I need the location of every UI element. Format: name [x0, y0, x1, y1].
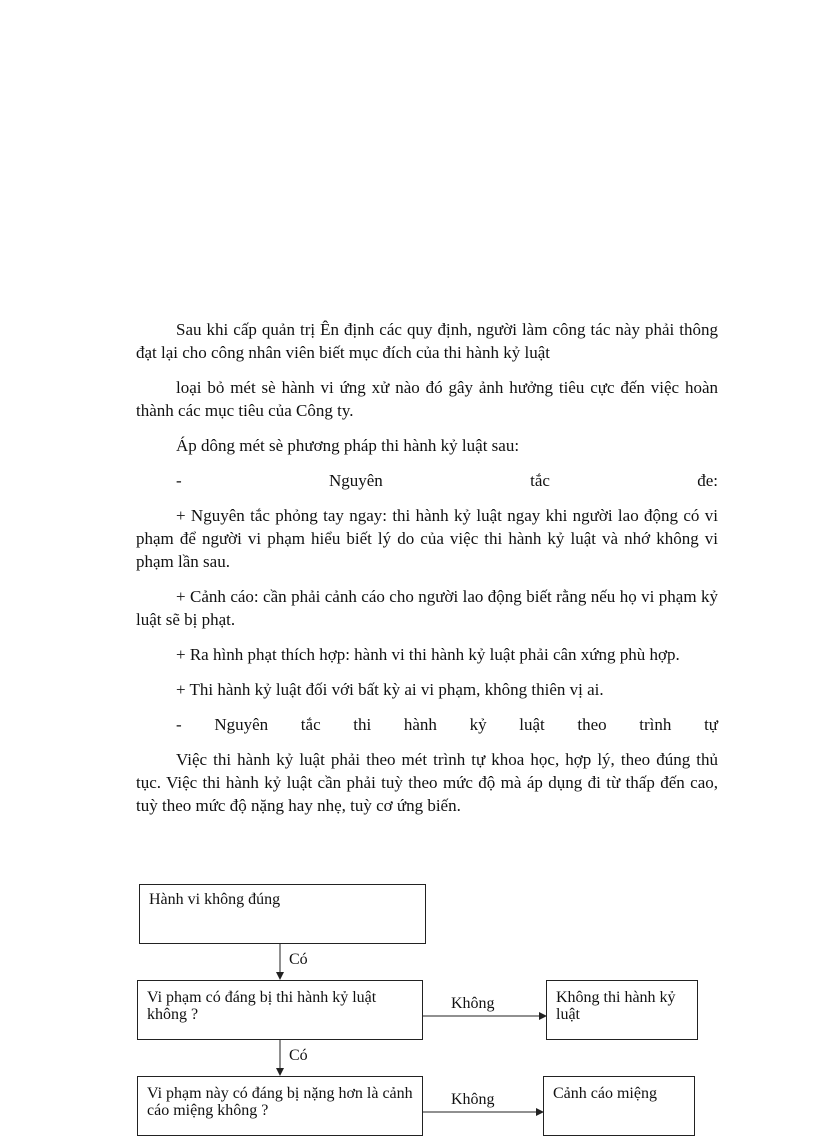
flowchart-box-result-2 [543, 1076, 695, 1136]
paragraph-appropriate-penalty: + Ra hình phạt thích hợp: hành vi thi hành kỷ luật phải cân xứng phù hợp. [176, 645, 680, 664]
flowchart-label-no-2: Không [451, 1091, 495, 1108]
flowchart-box-result-1 [546, 980, 698, 1040]
flowchart-label-yes-2: Có [289, 1047, 308, 1064]
paragraph-principle-heading: - Nguyên tắc đe: [176, 471, 718, 490]
paragraph-impartial: + Thi hành kỷ luật đối với bất kỳ ai vi phạm, không thiên vị ai. [176, 680, 604, 699]
paragraph-intro: Sau khi cấp quản trị Ên định các quy định, người làm công tác này phải thông đạt lại cho công nhân viên biết mục đích của thi hành kỷ luật [136, 320, 718, 362]
paragraph-methods: Áp dông mét sè phương pháp thi hành kỷ luật sau: [176, 436, 520, 455]
paragraph-sequence-heading: - Nguyên tắc thi hành kỷ luật theo trình tự [176, 715, 718, 734]
flowchart-label-yes-1: Có [289, 951, 308, 968]
paragraph-hot-stove: + Nguyên tắc phỏng tay ngay: thi hành kỷ luật ngay khi người lao động có vi phạm để người vi phạm hiểu biết lý do của việc thi hành kỷ luật và nhớ không vi phạm lần sau. [136, 506, 718, 571]
paragraph-purpose: loại bỏ mét sè hành vi ứng xử nào đó gây ảnh hưởng tiêu cực đến việc hoàn thành các mục tiêu của Công ty. [136, 378, 718, 420]
flowchart-box-question-1-text: Vi phạm có đáng bị thi hành kỷ luật không ? [147, 989, 377, 1023]
flowchart-box-question-1 [137, 980, 423, 1040]
body-text [136, 318, 718, 817]
flowchart-box-result-2-text: Cảnh cáo miệng [553, 1085, 657, 1102]
flowchart-box-result-1-text: Không thi hành kỷ luật [556, 989, 676, 1023]
flowchart-box-start-text: Hành vi không đúng [149, 891, 281, 908]
paragraph-sequence: Việc thi hành kỷ luật phải theo mét trình tự khoa học, hợp lý, theo đúng thủ tục. Việc thi hành kỷ luật cần phải tuỳ theo mức độ mà áp dụng đi từ thấp đến cao, tuỳ theo mức độ nặng hay nhẹ, tuỳ cơ ứng biến. [136, 750, 718, 815]
flowchart-box-start [139, 884, 426, 944]
flowchart-box-question-2 [137, 1076, 423, 1136]
flowchart-box-question-2-text: Vi phạm này có đáng bị nặng hơn là cảnh cáo miệng không ? [147, 1085, 413, 1119]
flowchart-label-no-1: Không [451, 995, 495, 1012]
paragraph-warning: + Cảnh cáo: cần phải cảnh cáo cho người lao động biết rằng nếu họ vi phạm kỷ luật sẽ bị phạt. [136, 587, 718, 629]
